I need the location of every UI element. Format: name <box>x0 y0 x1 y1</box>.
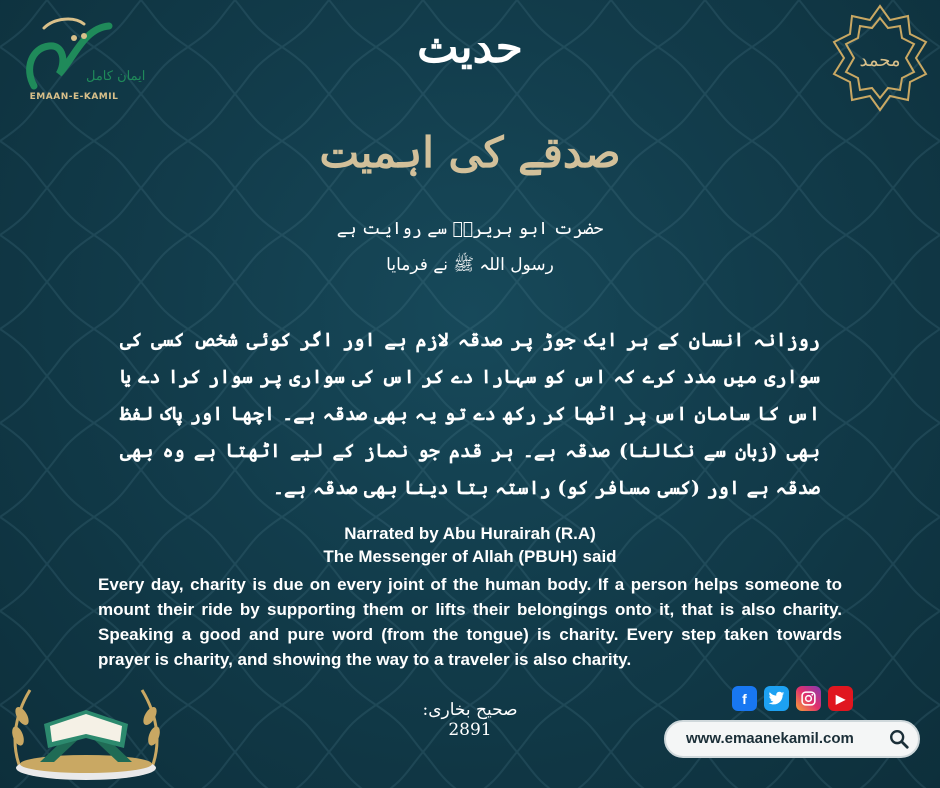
english-prophet-said-line: The Messenger of Allah (PBUH) said <box>323 547 617 566</box>
youtube-icon[interactable]: ▶ <box>828 686 853 711</box>
website-url[interactable]: www.emaanekamil.com <box>686 730 854 747</box>
urdu-prophet-said-line: رسول اللہ ﷺ نے فرمایا <box>386 255 554 275</box>
logo-caption: EMAAN-E-KAMIL <box>29 92 119 102</box>
english-hadith-text: Every day, charity is due on every joint of the human body. If a person helps someone to mount their ride by supporting them or lifts their belongings onto it, that is also charity. Speaking a good and pure word (from the tongue) is charity. Every step taken towards prayer is charity, and showing the way to a traveler is also charity. <box>98 575 842 669</box>
instagram-icon[interactable] <box>796 686 821 711</box>
facebook-icon[interactable]: f <box>732 686 757 711</box>
urdu-narrator-line: حضرت ابو ہریرہؓ سے روایت ہے <box>336 219 604 239</box>
logo-script-text: ایمان کامل <box>86 69 146 84</box>
emblem-text: محمد <box>859 50 901 71</box>
hadith-reference: صحیح بخاری: 2891 <box>422 700 518 740</box>
social-links <box>732 686 853 714</box>
english-narrator-line: Narrated by Abu Hurairah (R.A) <box>344 524 596 543</box>
quran-stand-illustration <box>0 676 175 788</box>
page-subtitle: صدقے کی اہمیت <box>319 128 621 177</box>
urdu-hadith-text: روزانہ انسان کے ہر ایک جوڑ پر صدقہ لازم ہے اور اگر کوئی شخص کسی کی سواری میں مدد کرے کہ اس کو سہارا دے کر اس کی سواری پر سوار کرا دے یا اس کا سامان اس پر اٹھا کر رکھ دے تو یہ بھی صدقہ ہے۔ اچھا اور پاک لفظ بھی (زبان سے نکالنا) صدقہ ہے۔ ہر قدم جو نماز کے لیے اٹھتا ہے وہ بھی صدقہ ہے اور (کسی مسافر کو) راستہ بتا دینا بھی صدقہ ہے۔ <box>120 329 820 499</box>
twitter-icon[interactable] <box>764 686 789 711</box>
page-title: حدیث <box>417 22 523 73</box>
search-icon[interactable] <box>888 728 910 750</box>
